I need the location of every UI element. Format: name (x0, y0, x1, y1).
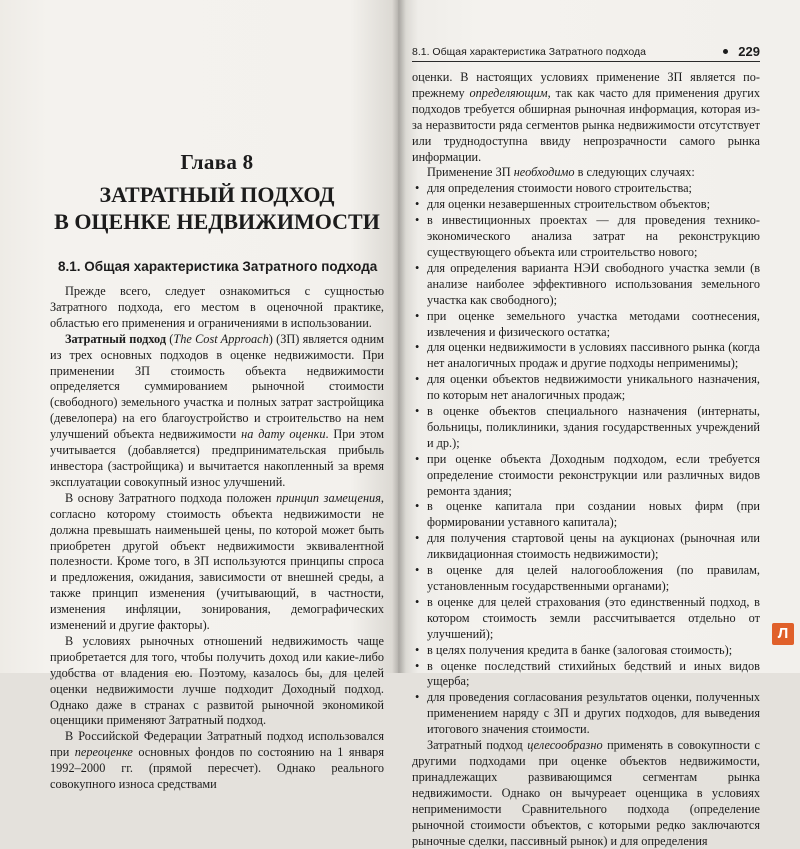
running-head-title: 8.1. Общая характеристика Затратного подхода (412, 45, 646, 58)
paragraph-expedient: Затратный подход целесообразно применять в совокупности с другими подходами при оценке объектов недвижимости, принадлежащих развивающимся сегментам рынка недвижимости. Однако он вычуреает оценщика в условиях неприменимости Сравнительного подхода (определение рыночной стоимости объектов, с которыми редко заключаются рыночные сделки, пассивный рынок) и для определения (412, 738, 760, 848)
list-item: • в инвестиционных проектах — для проведения технико-экономического анализа затрат на реконструкцию существующего объекта или строительство нового; (412, 213, 760, 261)
cases-list (412, 181, 760, 738)
publisher-logo-icon: Л (772, 623, 794, 645)
bullet-dot-icon (723, 49, 728, 54)
list-item: • в целях получения кредита в банке (залоговая стоимость); (412, 643, 760, 659)
paragraph-russia: В Российской Федерации Затратный подход использовался при переоценке основных фондов по состоянию на 1 января 1992–2000 гг. (прямой пересчет). Однако реального совокупного износа средствами (50, 729, 384, 792)
page-number: 229 (738, 44, 760, 59)
paragraph-substitution: В основу Затратного подхода положен принцип замещения, согласно которому стоимость объекта недвижимости не должна превышать наименьшей цены, по которой может быть приобретен другой объект недвижимости эквивалентной полезности. Кроме того, в ЗП используются принципы спроса и предложения, ожидания, зависимости от внешней среды, а также принцип изменения (учитывающий, в частности, изменения инфляции, зонирования, демографических изменений и другие факторы). (50, 490, 384, 633)
list-item: • в оценке последствий стихийных бедствий и иных видов ущерба; (412, 659, 760, 691)
list-item: • для проведения согласования результатов оценки, полученных применением наряду с ЗП и других подходов, для выведения итогового значения стоимости. (412, 690, 760, 738)
list-item: • для определения варианта НЭИ свободного участка земли (в анализе наиболее эффективного использования земельного участка как свободного); (412, 261, 760, 309)
term-cost-approach: Затратный подход (65, 331, 167, 346)
list-item: • в оценке объектов специального назначения (интернаты, больницы, поликлиники, здания государственных учреждений и др.); (412, 404, 760, 452)
paragraph-cases-intro: Применение ЗП необходимо в следующих случаях: (427, 165, 695, 180)
list-item: • при оценке объекта Доходным подходом, если требуется определение стоимости реконструкции или различных видов ремонта здания; (412, 452, 760, 500)
paragraph-continued: оценки. В настоящих условиях применение ЗП является по-прежнему определяющим, так как часто для применения других подходов требуется обширная рыночная информация, которая из-за неразвитости ряда сегментов рынка недвижимости отсутствует или труднодоступна ввиду непрозрачности самого рынка информации. (412, 70, 760, 164)
list-item: • для оценки незавершенных строительством объектов; (412, 197, 760, 213)
left-page (0, 0, 398, 792)
section-title: 8.1. Общая характеристика Затратного подхода (58, 259, 378, 274)
list-item: • в оценке капитала при создании новых фирм (при формировании уставного капитала); (412, 499, 760, 531)
term-substitution: принцип замещения (276, 490, 381, 505)
chapter-title (50, 181, 384, 235)
list-item: • для определения стоимости нового строительства; (412, 181, 760, 197)
chapter-label: Глава 8 (180, 150, 254, 174)
chapter-title-line-2: В ОЦЕНКЕ НЕДВИЖИМОСТИ (54, 209, 380, 234)
right-page (398, 0, 800, 848)
paragraph-definition: Затратный подход (The Cost Approach) (ЗП) является одним из трех основных подходов в оценке недвижимости. При применении ЗП стоимость объекта недвижимости определяется суммированием рыночной стоимости (свободного) земельного участка и полных затрат застройщика (девелопера) на его благоустройство и строительство на нем улучшений объекта недвижимости на дату оценки. При этом учитывается (добавляется) предпринимательская прибыль инвестора (застройщика) и вычитается накопленный за время эксплуатации совокупный износ улучшений. (50, 331, 385, 489)
list-item: • в оценке для целей страхования (это единственный подход, в котором стоимость земли рассчитывается отдельно от улучшений); (412, 595, 760, 643)
list-item: • для оценки недвижимости в условиях пассивного рынка (когда нет аналогичных продаж и другие подходы неприменимы); (412, 340, 760, 372)
paragraph-intro: Прежде всего, следует ознакомиться с сущностью Затратного подхода, его местом в оценочной практике, областью его применения и ограничениями в использовании. (50, 284, 384, 330)
chapter-title-line-1: ЗАТРАТНЫЙ ПОДХОД (99, 182, 335, 207)
list-item: • при оценке земельного участка методами соотнесения, извлечения и физического остатка; (412, 309, 760, 341)
paragraph-market: В условиях рыночных отношений недвижимость чаще приобретается для того, чтобы получить доход или какие-либо удобства от владения ею. Поэтому, казалось бы, для целей оценки недвижимости лучше подходит Доходный подход. Однако даже в странах с развитой рыночной экономикой оценщики применяют Затратный подход. (50, 633, 384, 728)
list-item: • для оценки объектов недвижимости уникального назначения, по которым нет аналогичных продаж; (412, 372, 760, 404)
list-item: • для получения стартовой цены на аукционах (рыночная или ликвидационная стоимость недвижимости); (412, 531, 760, 563)
list-item: • в оценке для целей налогообложения (по правилам, установленным государственными органами); (412, 563, 760, 595)
book-gutter (392, 0, 406, 673)
running-head (412, 44, 760, 62)
term-english: The Cost Approach (173, 331, 269, 346)
